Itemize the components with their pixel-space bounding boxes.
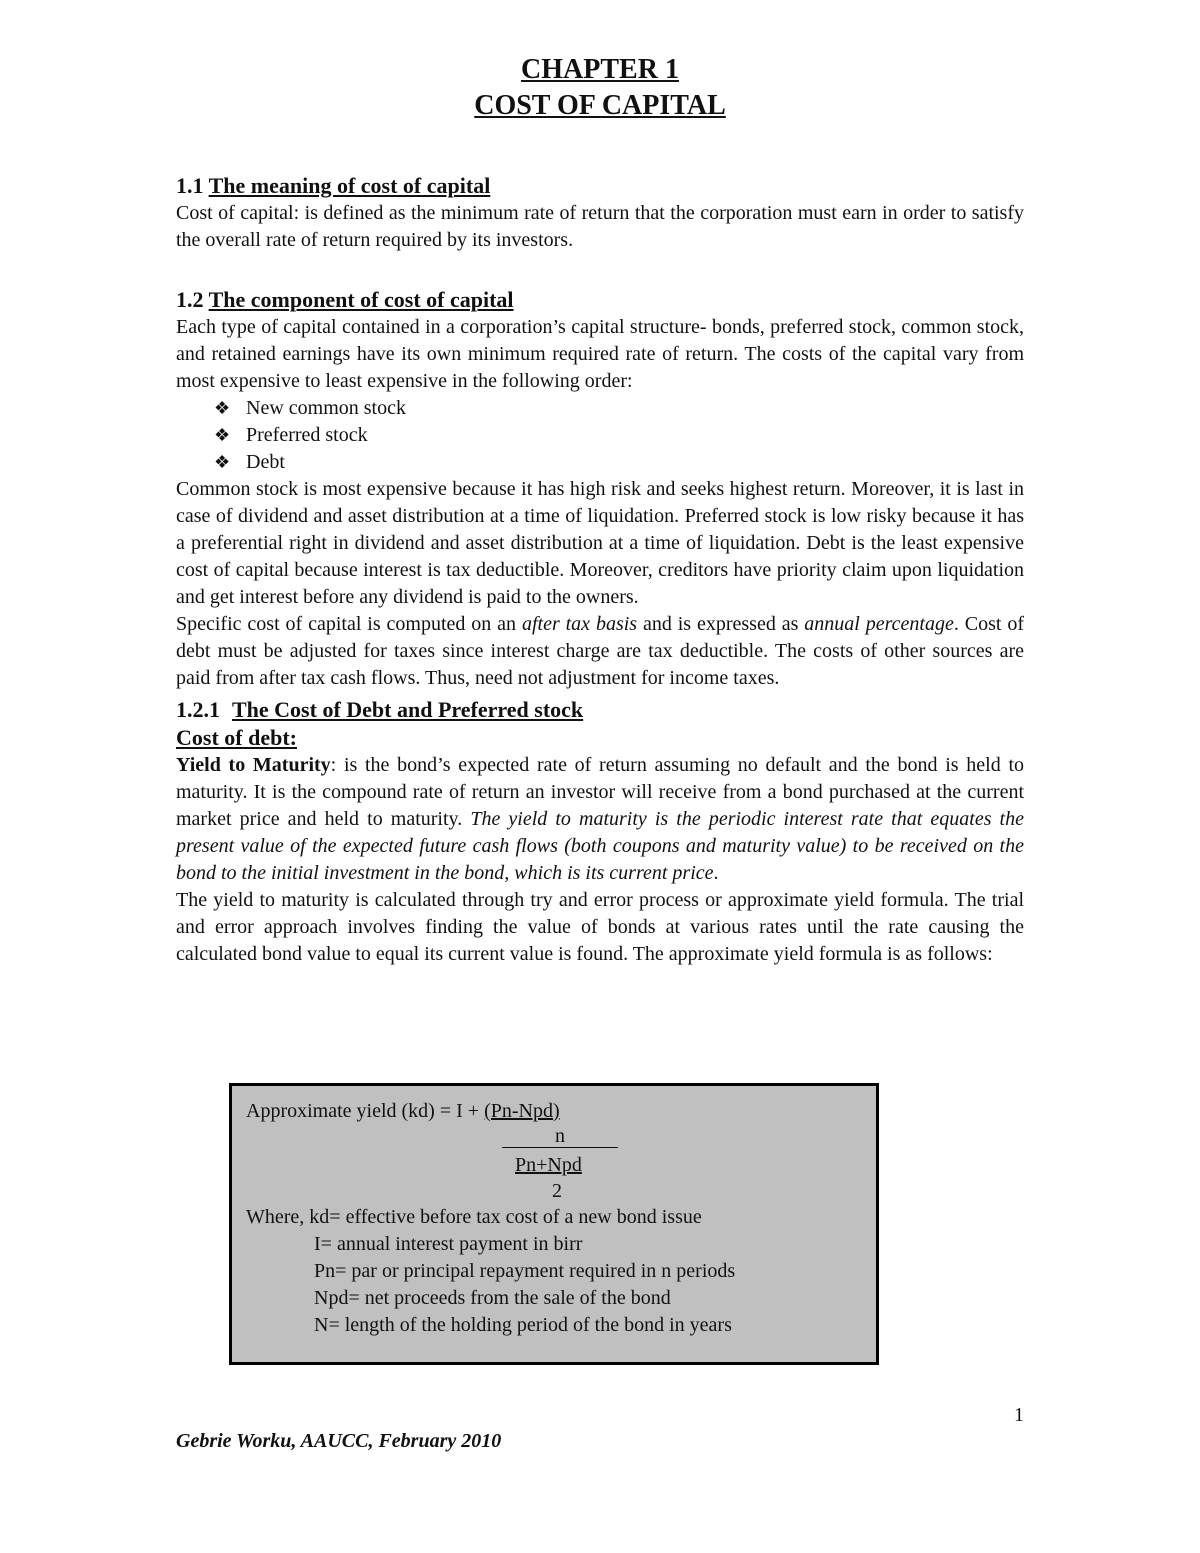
section-1-2-heading: 1.2 The component of cost of capital: [176, 287, 514, 312]
diamond-bullet-icon: ❖: [214, 425, 231, 445]
cost-of-debt-heading: Cost of debt:: [176, 725, 297, 750]
section-1-2-intro: Each type of capital contained in a corporation’s capital structure- bonds, preferred stock, common stock, and retained earnings have its own minimum required rate of return. The costs of the capital vary from most expensive to least expensive in the following order:: [176, 316, 1024, 392]
document-page: [176, 52, 1024, 968]
section-1-2-para2: Common stock is most expensive because it has high risk and seeks highest return. Moreover, it is last in case of dividend and asset distribution at a time of liquidation. Preferred stock is low risky because it has a preferential right in dividend and asset distribution at a time of liquidation. Debt is the least expensive cost of capital because interest is tax deductible. Moreover, creditors have priority claim upon liquidation and get interest before any dividend is paid to the owners.: [176, 478, 1024, 608]
list-item: ❖ Preferred stock: [214, 422, 1024, 449]
cost-order-list: [176, 395, 1024, 476]
chapter-title: COST OF CAPITAL: [474, 90, 726, 121]
formula-definition: Npd= net proceeds from the sale of the bond: [314, 1287, 671, 1309]
formula-where-line: Where, kd= effective before tax cost of a new bond issue: [246, 1206, 702, 1228]
formula-box: [229, 1083, 879, 1365]
formula-definitions: [246, 1204, 735, 1339]
ytm-method-paragraph: The yield to maturity is calculated through try and error process or approximate yield formula. The trial and error approach involves finding the value of bonds at various rates until the rate causing the calculated bond value to equal its current value is found. The approximate yield formula is as follows:: [176, 889, 1024, 965]
section-1-2-1-heading: 1.2.1 The Cost of Debt and Preferred stock: [176, 697, 584, 722]
formula-outer-numerator: Pn+Npd: [515, 1154, 582, 1176]
ytm-paragraph: Yield to Maturity: is the bond’s expected rate of return assuming no default and the bond is held to maturity. It is the compound rate of return an investor will receive from a bond purchased at the current market price and held to maturity. The yield to maturity is the periodic interest rate that equates the present value of the expected future cash flows (both coupons and maturity value) to be received on the bond to the initial investment in the bond, which is its current price.: [176, 754, 1025, 884]
formula-definition: N= length of the holding period of the bond in years: [314, 1314, 732, 1336]
section-1-2-para3: Specific cost of capital is computed on an after tax basis and is expressed as annual percentage. Cost of debt must be adjusted for taxes since interest charge are tax deductible. The costs of other sources are paid from after tax cash flows. Thus, need not adjustment for income taxes.: [176, 613, 1024, 689]
footer-author: Gebrie Worku, AAUCC, February 2010: [176, 1430, 502, 1452]
diamond-bullet-icon: ❖: [214, 398, 231, 418]
formula-definition: I= annual interest payment in birr: [314, 1233, 583, 1255]
formula-inner-denominator: n: [502, 1125, 618, 1148]
section-1-1-heading: 1.1 The meaning of cost of capital: [176, 173, 491, 198]
formula-definition: Pn= par or principal repayment required in n periods: [314, 1260, 736, 1282]
list-item: ❖ New common stock: [214, 395, 1024, 422]
page-number: 1: [1014, 1404, 1024, 1426]
chapter-number: CHAPTER 1: [521, 54, 679, 85]
formula-outer-denominator: 2: [552, 1180, 562, 1202]
formula-lead-line: Approximate yield (kd) = I + (Pn-Npd): [246, 1100, 560, 1122]
diamond-bullet-icon: ❖: [214, 452, 231, 472]
section-1-1-text: Cost of capital: is defined as the minimum rate of return that the corporation must earn in order to satisfy the overall rate of return required by its investors.: [176, 202, 1024, 251]
list-item: ❖ Debt: [214, 449, 1024, 476]
